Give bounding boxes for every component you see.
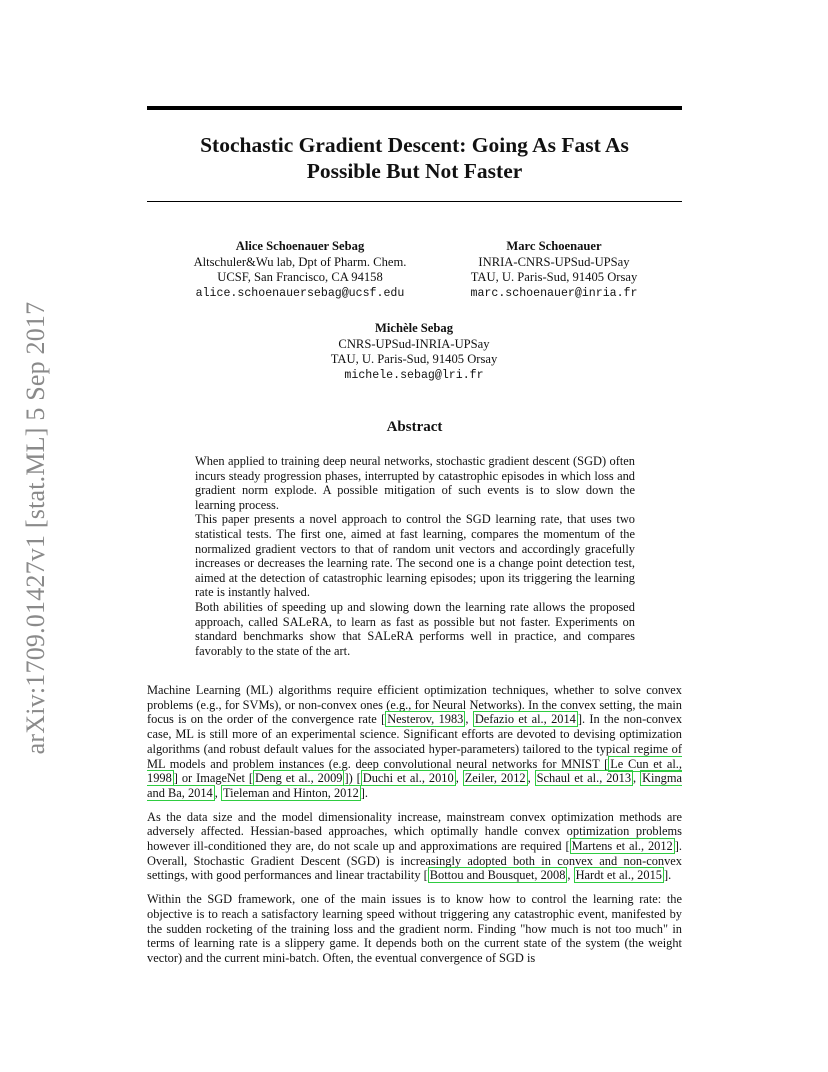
author-address: UCSF, San Francisco, CA 94158	[217, 270, 383, 284]
text-run: ]) [	[344, 771, 361, 786]
citation-link[interactable]: Hardt et al., 2015	[575, 868, 662, 883]
author-name: Michèle Sebag	[375, 321, 453, 335]
body-paragraph-1	[147, 683, 682, 801]
citation-link[interactable]: Schaul et al., 2013	[536, 771, 632, 786]
citation-link[interactable]: Le Cun et al., 1998	[147, 756, 682, 786]
title-bottom-rule	[147, 201, 682, 202]
author-email: alice.schoenauersebag@ucsf.edu	[195, 286, 405, 300]
text-run: ].	[663, 868, 672, 883]
text-run: ,	[214, 785, 221, 800]
author-block-1	[170, 239, 430, 301]
citation-link[interactable]: Martens et al., 2012	[571, 839, 673, 854]
citation-link[interactable]: Duchi et al., 2010	[362, 771, 454, 786]
author-address: TAU, U. Paris-Sud, 91405 Orsay	[330, 352, 498, 366]
author-block-3	[280, 321, 548, 383]
citation-link[interactable]: Kingma and Ba, 2014	[147, 771, 682, 800]
citation-link[interactable]: Defazio et al., 2014	[474, 712, 576, 727]
abstract-paragraph: When applied to training deep neural networks, stochastic gradient descent (SGD) often incurs steady progression phases, interrupted by catastrophic episodes in which loss and gradient norm explode. A possible mitigation of such events is to slow down the learning process.	[195, 454, 635, 512]
citation-link[interactable]: Nesterov, 1983	[387, 712, 464, 727]
introduction-text	[147, 683, 682, 975]
text-run: ].	[360, 785, 369, 800]
author-name: Alice Schoenauer Sebag	[235, 239, 365, 253]
title-line-1: Stochastic Gradient Descent: Going As Fast As	[200, 133, 629, 157]
arxiv-identifier: arXiv:1709.01427v1 [stat.ML] 5 Sep 2017	[21, 301, 50, 755]
author-email: marc.schoenauer@inria.fr	[470, 286, 638, 300]
text-run: ]. Overall, Stochastic Gradient Descent (SGD) is increasingly adopted both in convex and non-convex settings, with good performances and linear tractability [	[147, 839, 682, 883]
abstract-paragraph: This paper presents a novel approach to control the SGD learning rate, that uses two statistical tests. The first one, aimed at fast learning, compares the momentum of the normalized gradient vectors to that of random unit vectors and accordingly gracefully increases or decreases the learning rate. The second one is a change point detection test, aimed at the detection of catastrophic learning episodes; upon its triggering the learning rate is instantly halved.	[195, 512, 635, 600]
text-run: ]. In the non-convex case, ML is still more of an experimental science. Significant efforts are devoted to devising optimization algorithms (and robust default values for the associated hyper-parameters) tailored to the typical regime of ML models and problem instances (e.g. deep convolutional neural networks for MNIST [	[147, 712, 683, 771]
citation-link[interactable]: Deng et al., 2009	[254, 771, 343, 786]
paper-title	[147, 132, 682, 184]
citation-link[interactable]: Zeiler, 2012	[464, 771, 526, 786]
author-address: TAU, U. Paris-Sud, 91405 Orsay	[470, 270, 638, 284]
author-block-2	[430, 239, 678, 301]
text-run: ,	[527, 771, 535, 786]
text-run: ,	[465, 712, 473, 727]
citation-link[interactable]: Tieleman and Hinton, 2012	[222, 785, 359, 800]
title-line-2: Possible But Not Faster	[306, 159, 523, 183]
text-run: ,	[455, 771, 463, 786]
body-paragraph-3: Within the SGD framework, one of the main issues is to know how to control the learning rate: the objective is to reach a satisfactory learning speed without triggering any catastrophic event, manifested by the sudden rocketing of the training loss and the gradient norm. Finding "how much is not too much" in terms of learning rate is a slippery game. It depends both on the current state of the system (the weight vector) and the current mini-batch. Often, the eventual convergence of SGD is	[147, 892, 682, 965]
citation-link[interactable]: Bottou and Bousquet, 2008	[429, 868, 566, 883]
abstract-body	[195, 454, 635, 658]
abstract-heading: Abstract	[386, 419, 443, 435]
author-affiliation: CNRS-UPSud-INRIA-UPSay	[338, 336, 490, 351]
text-run: ,	[567, 868, 574, 883]
author-email: michele.sebag@lri.fr	[344, 368, 484, 382]
author-affiliation: Altschuler&Wu lab, Dpt of Pharm. Chem.	[193, 254, 407, 269]
text-run: As the data size and the model dimensionality increase, mainstream convex optimization methods are adversely affected. Hessian-based approaches, which optimally handle convex optimization problems however ill-conditioned they are, do not scale up and approximations are required [	[147, 809, 682, 854]
title-top-rule	[147, 106, 682, 110]
abstract-paragraph: Both abilities of speeding up and slowing down the learning rate allows the proposed approach, called SALeRA, to learn as fast as possible but not faster. Experiments on standard benchmarks show that SALeRA performs well in practice, and compares favorably to the state of the art.	[195, 599, 635, 658]
text-run: ,	[633, 771, 641, 786]
text-run: ] or ImageNet [	[173, 771, 253, 786]
author-affiliation: INRIA-CNRS-UPSud-UPSay	[478, 254, 630, 269]
text-run: Machine Learning (ML) algorithms require efficient optimization techniques, whether to solve convex problems (e.g., for SVMs), or non-convex ones (e.g., for Neural Networks). In the convex setting, the main focus is on the order of the convergence rate [	[147, 683, 682, 727]
author-name: Marc Schoenauer	[506, 239, 602, 253]
body-paragraph-2	[147, 810, 682, 884]
